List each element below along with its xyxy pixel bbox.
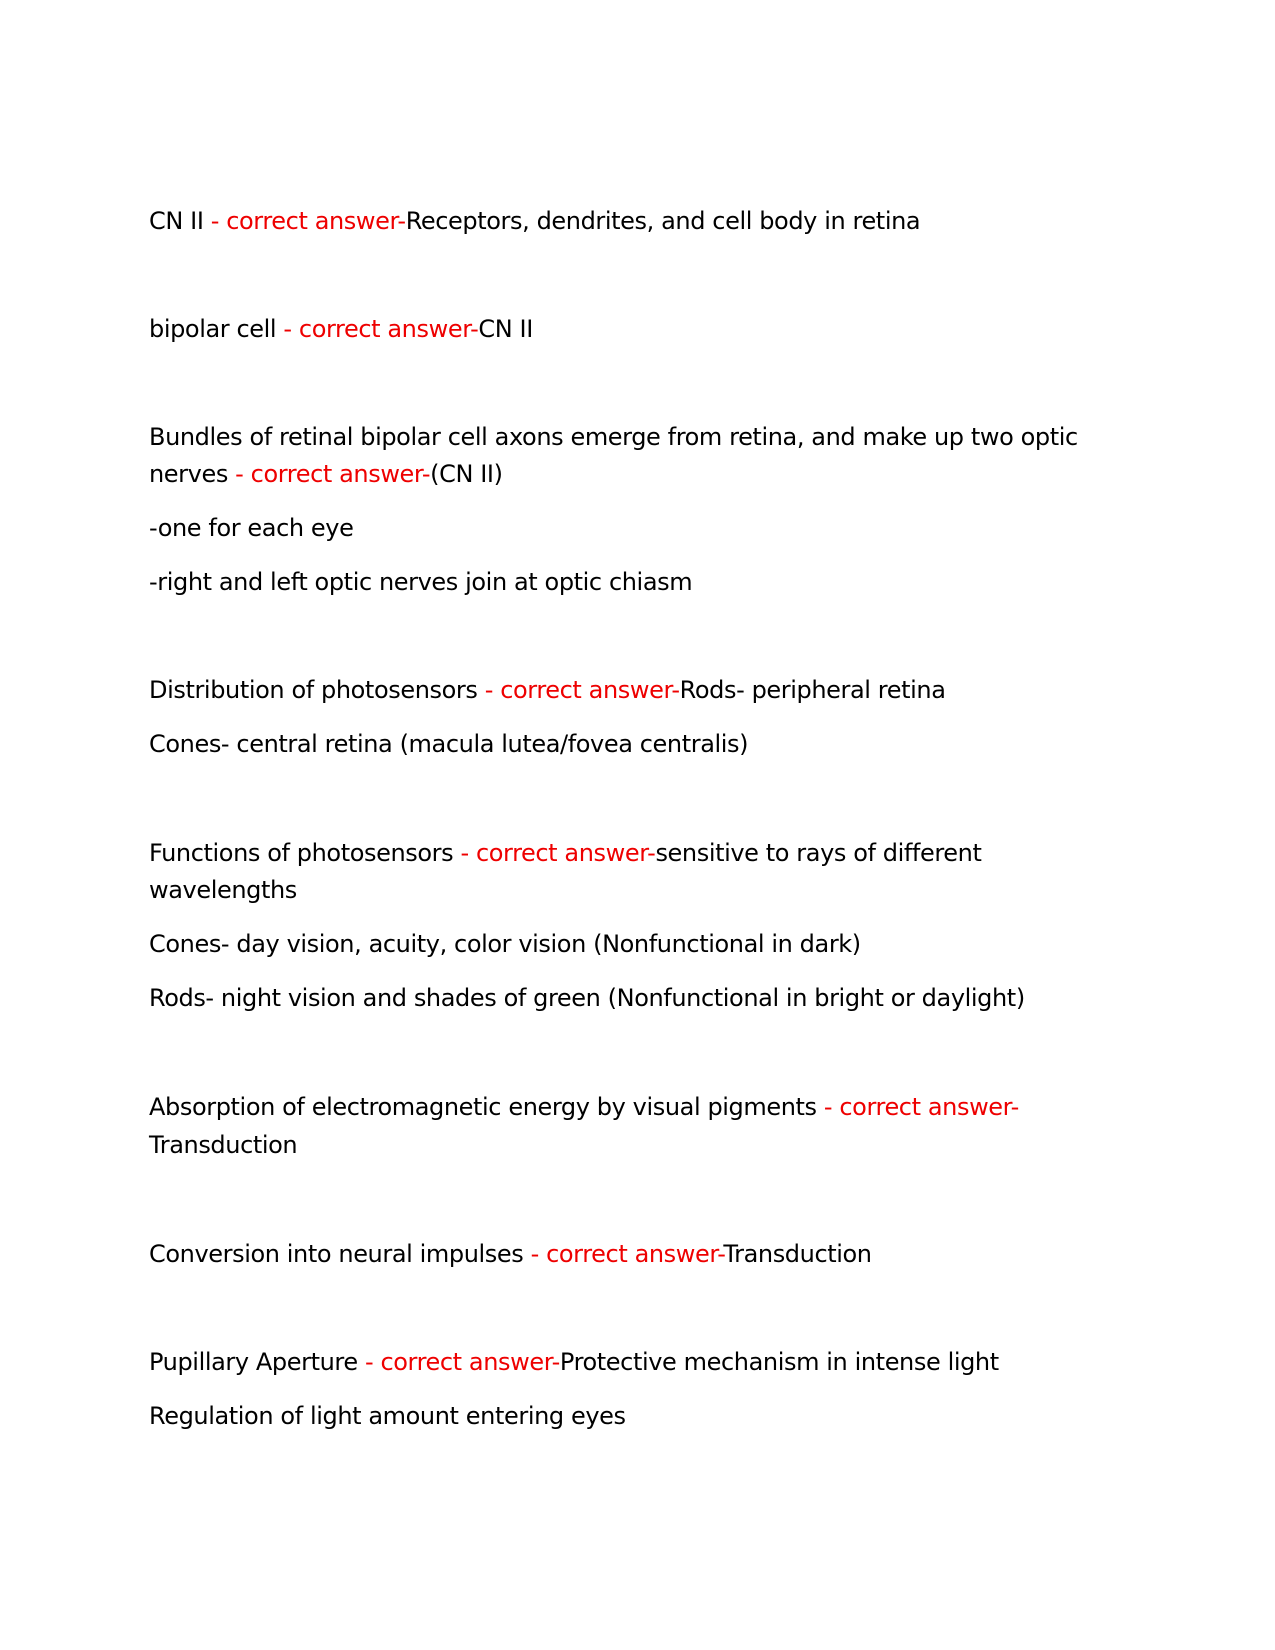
note-line: Regulation of light amount entering eyes (149, 1402, 626, 1430)
term: Pupillary Aperture (149, 1348, 365, 1376)
answer: Transduction (723, 1240, 872, 1268)
answer-separator: - correct answer- (823, 1093, 1019, 1121)
answer-continuation: wavelengths (149, 876, 297, 904)
note-line: -right and left optic nerves join at optic chiasm (149, 568, 693, 596)
answer: (CN II) (430, 460, 503, 488)
flashcard-distribution (149, 671, 1109, 709)
answer-separator: - correct answer- (210, 207, 406, 235)
term: Absorption of electromagnetic energy by visual pigments (149, 1093, 824, 1121)
answer: Rods- peripheral retina (679, 676, 946, 704)
flashcard-bundles-term-line1 (149, 418, 1109, 456)
answer: Protective mechanism in intense light (559, 1348, 999, 1376)
answer-separator: - correct answer- (484, 676, 680, 704)
answer: CN II (478, 315, 533, 343)
term: nerves (149, 460, 236, 488)
answer-separator: - correct answer- (364, 1348, 560, 1376)
term: Functions of photosensors (149, 839, 461, 867)
note-line: Rods- night vision and shades of green (Nonfunctional in bright or daylight) (149, 984, 1025, 1012)
term: bipolar cell (149, 315, 284, 343)
answer-continuation: Transduction (149, 1131, 298, 1159)
answer-separator: - correct answer- (530, 1240, 724, 1268)
term: CN II (149, 207, 211, 235)
flashcard-conversion (149, 1235, 1109, 1273)
flashcard-bundles-term-line2 (149, 455, 1109, 493)
flashcard-cn-ii (149, 202, 1109, 240)
term: Conversion into neural impulses (149, 1240, 531, 1268)
flashcard-functions (149, 834, 1109, 872)
note-line: Cones- central retina (macula lutea/fovea centralis) (149, 730, 749, 758)
answer: Receptors, dendrites, and cell body in retina (405, 207, 921, 235)
term: Bundles of retinal bipolar cell axons emerge from retina, and make up two optic (149, 423, 1078, 451)
answer-separator: - correct answer- (235, 460, 431, 488)
answer-separator: - correct answer- (283, 315, 479, 343)
flashcard-bipolar-cell (149, 310, 1109, 348)
note-line: -one for each eye (149, 514, 354, 542)
note-line: Cones- day vision, acuity, color vision (Nonfunctional in dark) (149, 930, 861, 958)
flashcard-pupillary-aperture (149, 1343, 1109, 1381)
answer: sensitive to rays of different (655, 839, 982, 867)
flashcard-absorption (149, 1088, 1109, 1126)
term: Distribution of photosensors (149, 676, 485, 704)
answer-separator: - correct answer- (460, 839, 656, 867)
